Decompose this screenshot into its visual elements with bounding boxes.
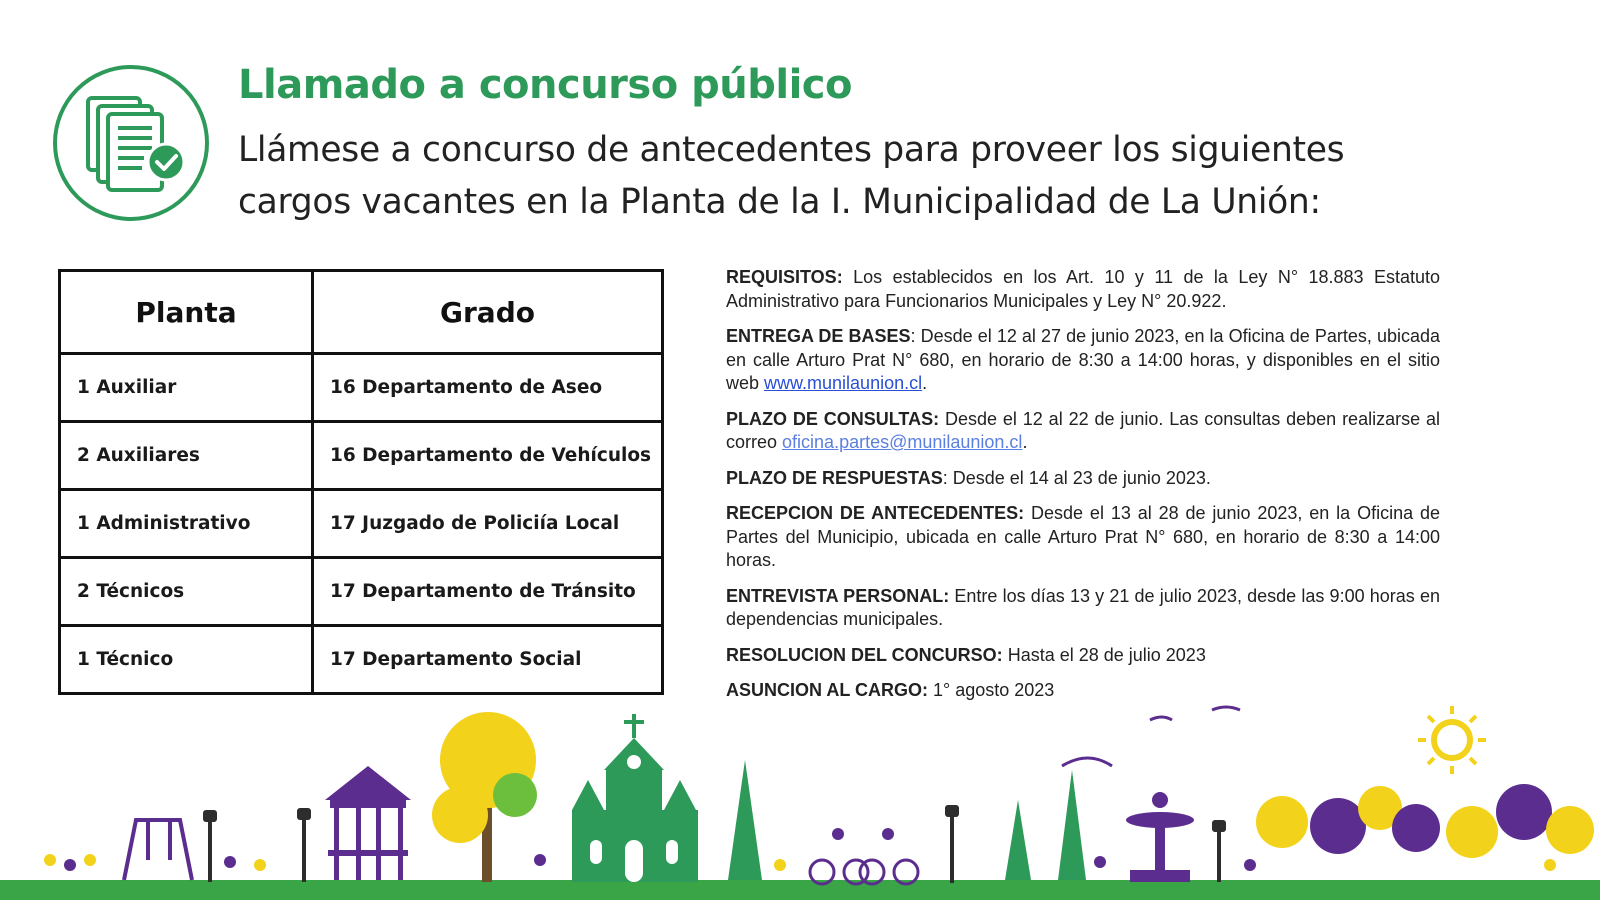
birds-icon [1062,700,1416,766]
entrega-paragraph [726,325,1440,396]
planta-cell: 2 Técnicos [60,558,313,626]
grado-cell: 16 Departamento de Aseo [313,354,663,422]
entrega-text: : Desde el 12 al 27 de junio 2023, en la Oficina de Partes, ubicada en calle Arturo Prat N° 680, en horario de 8:30 a 14:00 horas, y disponibles en el sitio web [726,326,1441,393]
entrevista-paragraph [726,585,1440,632]
grado-cell: 17 Juzgado de Policiía Local [313,490,663,558]
table-row [60,354,663,422]
consultas-paragraph [726,408,1440,455]
flowers-icon [44,854,1556,871]
entrega-end: . [922,373,928,393]
consultas-label: PLAZO DE CONSULTAS: [726,408,940,429]
respuestas-paragraph [726,467,1440,491]
planta-cell: 1 Técnico [60,626,313,694]
column-header-grado: Grado [313,271,663,354]
recepcion-label: RECEPCION DE ANTECEDENTES: [726,503,1025,523]
planta-cell: 2 Auxiliares [60,422,313,490]
contest-details [726,266,1440,715]
gazebo-icon [325,766,411,880]
entrega-label: ENTREGA DE BASES [726,326,911,346]
fountain-icon [1126,792,1194,882]
requisitos-label: REQUISITOS: [726,267,843,287]
website-link[interactable]: www.munilaunion.cl [764,373,923,393]
email-link[interactable]: oficina.partes@munilaunion.cl [782,432,1023,452]
entrevista-label: ENTREVISTA PERSONAL: [726,585,950,606]
table-header-row [60,271,663,354]
table-row [60,422,663,490]
swing-icon [124,820,192,880]
round-trees-icon [1256,784,1594,858]
vacancies-table [58,269,664,695]
page-subtitle: Llámese a concurso de antecedentes para proveer los siguientes cargos vacantes en la Planta de la I. Municipalidad de La Unión: [238,130,1345,222]
asuncion-label: ASUNCION AL CARGO: [726,680,928,700]
consultas-text: Desde el 12 al 22 de junio. Las consultas deben realizarse al correo [726,408,1440,452]
table-row [60,558,663,626]
asuncion-paragraph [726,679,1440,703]
recepcion-paragraph [726,502,1440,573]
column-header-planta: Planta [60,271,313,354]
resolucion-text: Hasta el 28 de julio 2023 [1002,644,1206,665]
recepcion-text: Desde el 13 al 28 de junio 2023, en la Oficina de Partes del Municipio, ubicada en calle Arturo Prat N° 680, en horario de 8:30 a 14:00 horas. [726,503,1440,570]
planta-cell: 1 Auxiliar [60,354,313,422]
document-check-icon [52,64,210,222]
entrevista-text: Entre los días 13 y 21 de julio 2023, desde las 9:00 horas en dependencias municipales. [726,585,1440,629]
table-row [60,490,663,558]
table-row [60,626,663,694]
page-title: Llamado a concurso público [238,62,852,108]
church-icon [572,714,698,882]
respuestas-label: PLAZO DE RESPUESTAS [726,467,943,488]
consultas-end: . [1022,432,1028,452]
respuestas-text: : Desde el 14 al 23 de junio 2023. [942,467,1211,488]
grado-cell: 16 Departamento de Vehículos [313,422,663,490]
requisitos-text: Los establecidos en los Art. 10 y 11 de la Ley N° 18.883 Estatuto Administrativo para Funcionarios Municipales y Ley N° 20.922. [726,267,1440,311]
requisitos-paragraph [726,266,1440,313]
resolucion-label: RESOLUCION DEL CONCURSO: [726,644,1003,665]
yellow-tree-icon [432,712,537,882]
planta-cell: 1 Administrativo [60,490,313,558]
asuncion-text: 1° agosto 2023 [928,680,1055,700]
town-illustration [0,700,1600,900]
grado-cell: 17 Departamento Social [313,626,663,694]
grado-cell: 17 Departamento de Tránsito [313,558,663,626]
resolucion-paragraph [726,644,1440,668]
sun-icon [1418,706,1486,774]
